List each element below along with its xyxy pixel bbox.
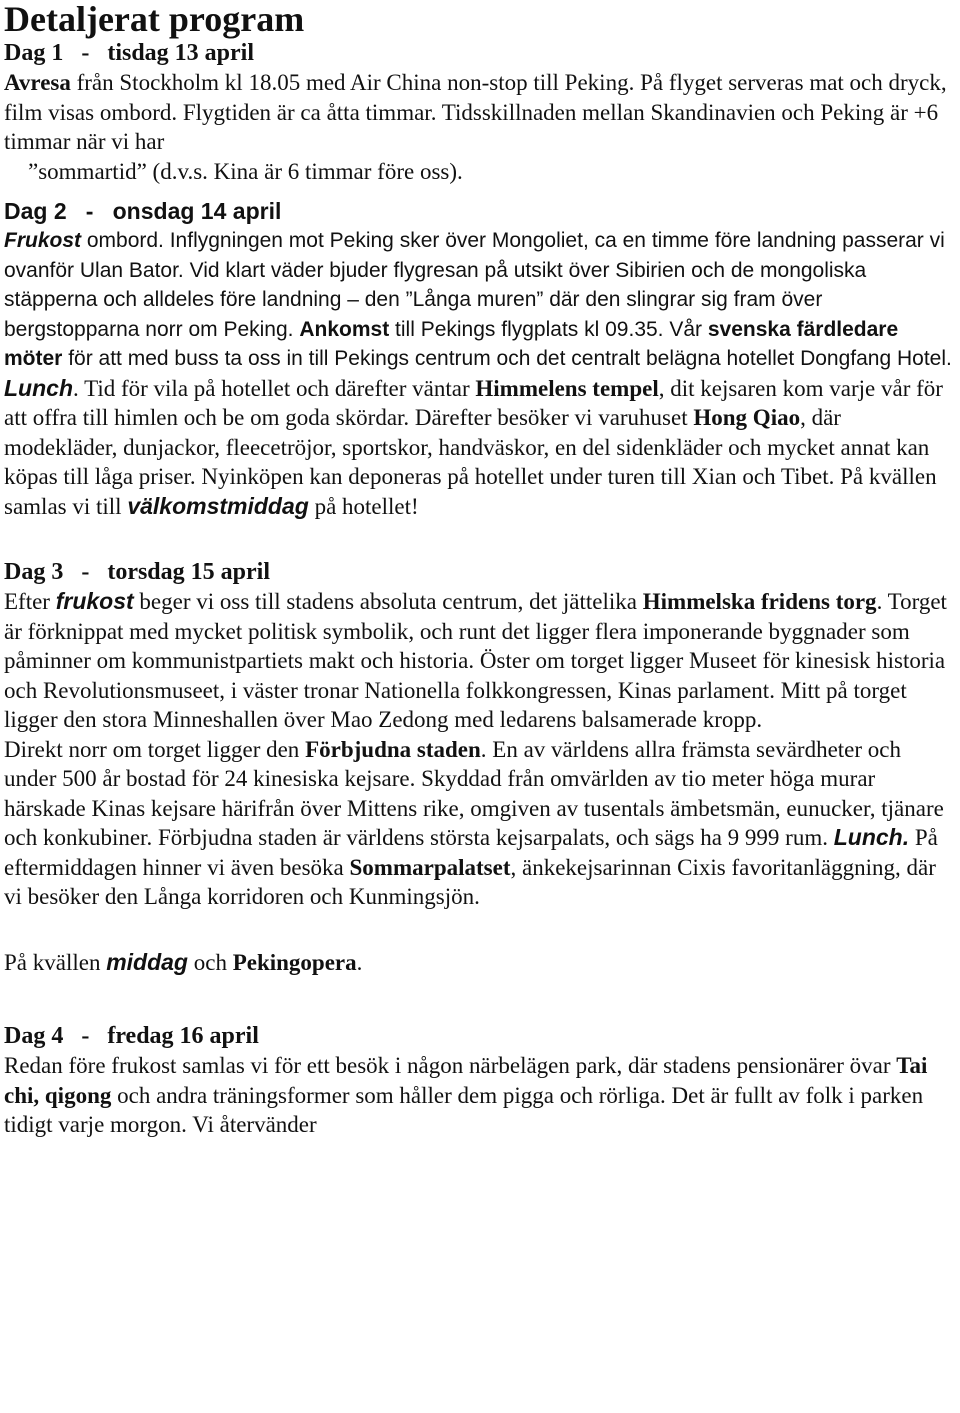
day-4-tai-chi-qigong: Tai chi, qigong <box>4 1053 928 1108</box>
day-3-lunch: Lunch. <box>833 824 910 850</box>
day-3-paragraph-2 <box>4 735 956 912</box>
day-3-pekingopera: Pekingopera <box>232 949 357 975</box>
day-2-text-1: ombord. Inflygningen mot Peking sker över Mongoliet, ca en timme före landning passerar vi ovanför Ulan Bator. Vid klart väder bjuder flygresan på utsikt över Sibirien och de mongoliska stäpperna och alldeles före landning – den ”Långa muren” där den slingrar sig fram över bergstopparna norr om Peking. <box>4 229 945 341</box>
day-3-frukost: frukost <box>55 588 134 614</box>
day-4-section <box>4 1021 956 1140</box>
day-3-text-6: På eftermiddagen hinner vi även besöka <box>4 825 938 880</box>
day-3-text-3: . Torget är förknippat med mycket politisk symbolik, och runt det ligger flera imponerande byggnader som påminner om kommunistpartiets makt och historia. Öster om torget ligger Museet för kinesisk historia och Revolutionsmuseet, i väster tronar Nationella folkkongressen, Kinas parlament. Mitt på torget ligger den stora Minneshallen över Mao Zedong med ledarens balsamerade kropp. <box>4 589 947 732</box>
day-2-paragraph-1 <box>4 226 956 374</box>
day-3-text-2: beger vi oss till stadens absoluta centrum, det jättelika <box>133 589 643 614</box>
day-4-heading: Dag 4 - fredag 16 april <box>4 1023 259 1049</box>
day-3-forbjudna-staden: Förbjudna staden <box>305 736 481 762</box>
day-3-section <box>4 557 956 977</box>
day-1-paragraph <box>4 68 956 157</box>
document-title: Detaljerat program <box>4 0 305 39</box>
day-1-indent-line: ”sommartid” (d.v.s. Kina är 6 timmar före oss). <box>28 158 463 184</box>
day-2-text-6: , där modekläder, dunjackor, fleecetröjor, sportskor, handväskor, en del sidenkläder och mycket annat kan köpas till låga priser. Nyinköpen kan deponeras på hotellet under turen till Xian och Tibet. På kvällen samlas vi till <box>4 405 937 519</box>
day-3-sommarpalatset: Sommarpalatset <box>349 854 511 880</box>
day-3-heading: Dag 3 - torsdag 15 april <box>4 559 270 585</box>
day-3-text-5: . En av världens allra främsta sevärdheter och under 500 år bostad för 24 kinesiska kejsare. Skyddad från omvärlden av tio meter höga murar härskade Kinas kejsare härifrån över Mittens rike, omgiven av tusentals ämbetsmän, eunucker, tjänare och konkubiner. Förbjudna staden är världens största kejsarpalats, och sägs ha 9 999 rum. <box>4 736 944 850</box>
day-3-text-9: och <box>187 949 233 975</box>
day-2-text-5: , dit kejsaren kom varje vår för att offra till himlen och be om goda skördar. Därefter besöker vi varuhuset <box>4 375 943 430</box>
day-3-text-4: Direkt norr om torget ligger den <box>4 736 306 762</box>
day-2-hong-qiao: Hong Qiao <box>693 405 801 430</box>
day-2-text-7: på hotellet! <box>308 493 419 519</box>
day-4-text-1: Redan före frukost samlas vi för ett besök i någon närbelägen park, där stadens pensionärer övar <box>4 1053 897 1078</box>
day-2-ankomst: Ankomst <box>299 317 390 341</box>
day-4-text-2: och andra träningsformer som håller dem pigga och rörliga. Det är fullt av folk i parken tidigt varje morgon. Vi återvänder <box>4 1082 924 1137</box>
day-3-himmelska-fridens-torg: Himmelska fridens torg <box>642 589 877 614</box>
day-2-valkomstmiddag: välkomstmiddag <box>127 492 309 519</box>
day-2-himmelens-tempel: Himmelens tempel <box>475 375 659 401</box>
day-1-section <box>4 38 956 186</box>
day-2-paragraph-2 <box>4 374 956 522</box>
day-2-heading: Dag 2 - onsdag 14 april <box>4 198 282 224</box>
day-1-text: från Stockholm kl 18.05 med Air China non-stop till Peking. På flyget serveras mat och dryck, film visas ombord. Flygtiden är ca åtta timmar. Tidsskillnaden mellan Skandinavien och Peking är +6 timmar när vi har <box>4 70 947 154</box>
day-3-middag: middag <box>106 948 188 975</box>
day-3-text-8: På kvällen <box>4 949 107 975</box>
day-2-frukost: Frukost <box>4 229 82 252</box>
day-3-paragraph-1 <box>4 587 956 735</box>
day-2-fardledare: svenska färdledare möter <box>4 317 899 370</box>
day-3-text-1: Efter <box>4 589 56 614</box>
day-2-text-3: för att med buss ta oss in till Pekings centrum och det centralt belägna hotellet Dongfang Hotel. <box>62 347 952 370</box>
day-4-paragraph-1 <box>4 1051 956 1140</box>
day-3-paragraph-3 <box>4 948 956 978</box>
day-1-heading: Dag 1 - tisdag 13 april <box>4 40 255 66</box>
day-3-text-10: . <box>356 949 363 975</box>
day-2-text-2: till Pekings flygplats kl 09.35. Vår <box>389 317 708 341</box>
day-2-text-4: . Tid för vila på hotellet och därefter väntar <box>73 375 476 401</box>
day-3-text-7: , änkekejsarinnan Cixis favoritanläggning, där vi besöker den Långa korridoren och Kunmingsjön. <box>4 854 936 909</box>
day-1-avresa: Avresa <box>4 70 71 95</box>
day-2-section <box>4 196 956 374</box>
day-2-lunch: Lunch <box>4 374 73 401</box>
day-2-section-continued <box>4 374 956 522</box>
